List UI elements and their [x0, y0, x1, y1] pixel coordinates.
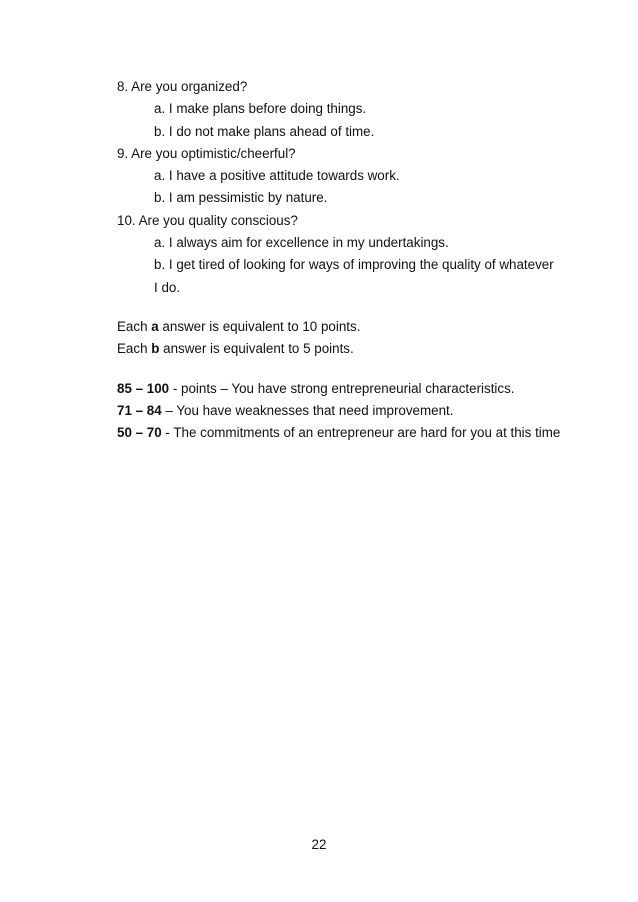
question-10-option-a: a. I always aim for excellence in my undertakings. [154, 235, 449, 251]
question-8-option-a: a. I make plans before doing things. [154, 101, 367, 117]
score-range-low-text: - The commitments of an entrepreneur are hard for you at this time [161, 425, 561, 441]
scoring-rule-b-suffix: answer is equivalent to 5 points. [159, 341, 354, 357]
section-spacer [117, 361, 557, 378]
question-10: 10. Are you quality conscious? [117, 212, 298, 228]
page-number: 22 [311, 837, 327, 852]
question-8-option-b: b. I do not make plans ahead of time. [154, 123, 375, 139]
score-range-mid-label: 71 – 84 [117, 402, 162, 418]
score-range-mid-text: – You have weaknesses that need improvement. [161, 402, 454, 418]
page-content [117, 76, 561, 444]
scoring-rule-b [117, 338, 557, 360]
scoring-rule-a-prefix: Each [117, 318, 152, 334]
section-spacer [117, 299, 557, 316]
scoring-rule-b-prefix: Each [117, 341, 152, 357]
score-range-low-label: 50 – 70 [117, 425, 162, 441]
scoring-rule-a [117, 316, 557, 338]
question-8: 8. Are you organized? [117, 79, 248, 94]
question-9-option-a: a. I have a positive attitude towards work. [154, 168, 400, 184]
scoring-rule-a-suffix: answer is equivalent to 10 points. [158, 318, 361, 334]
score-range-high-text: - points – You have strong entrepreneurial characteristics. [169, 380, 515, 396]
scoring-rule-b-letter: b [151, 341, 160, 357]
score-range-high [117, 378, 557, 400]
score-range-low [117, 422, 561, 444]
score-range-high-label: 85 – 100 [117, 380, 170, 396]
question-9-option-b: b. I am pessimistic by nature. [154, 190, 328, 206]
question-10-option-b: b. I get tired of looking for ways of improving the quality of whatever I do. [154, 257, 554, 295]
scoring-rule-a-letter: a [151, 318, 159, 334]
question-9: 9. Are you optimistic/cheerful? [117, 145, 296, 161]
score-range-mid [117, 400, 557, 422]
